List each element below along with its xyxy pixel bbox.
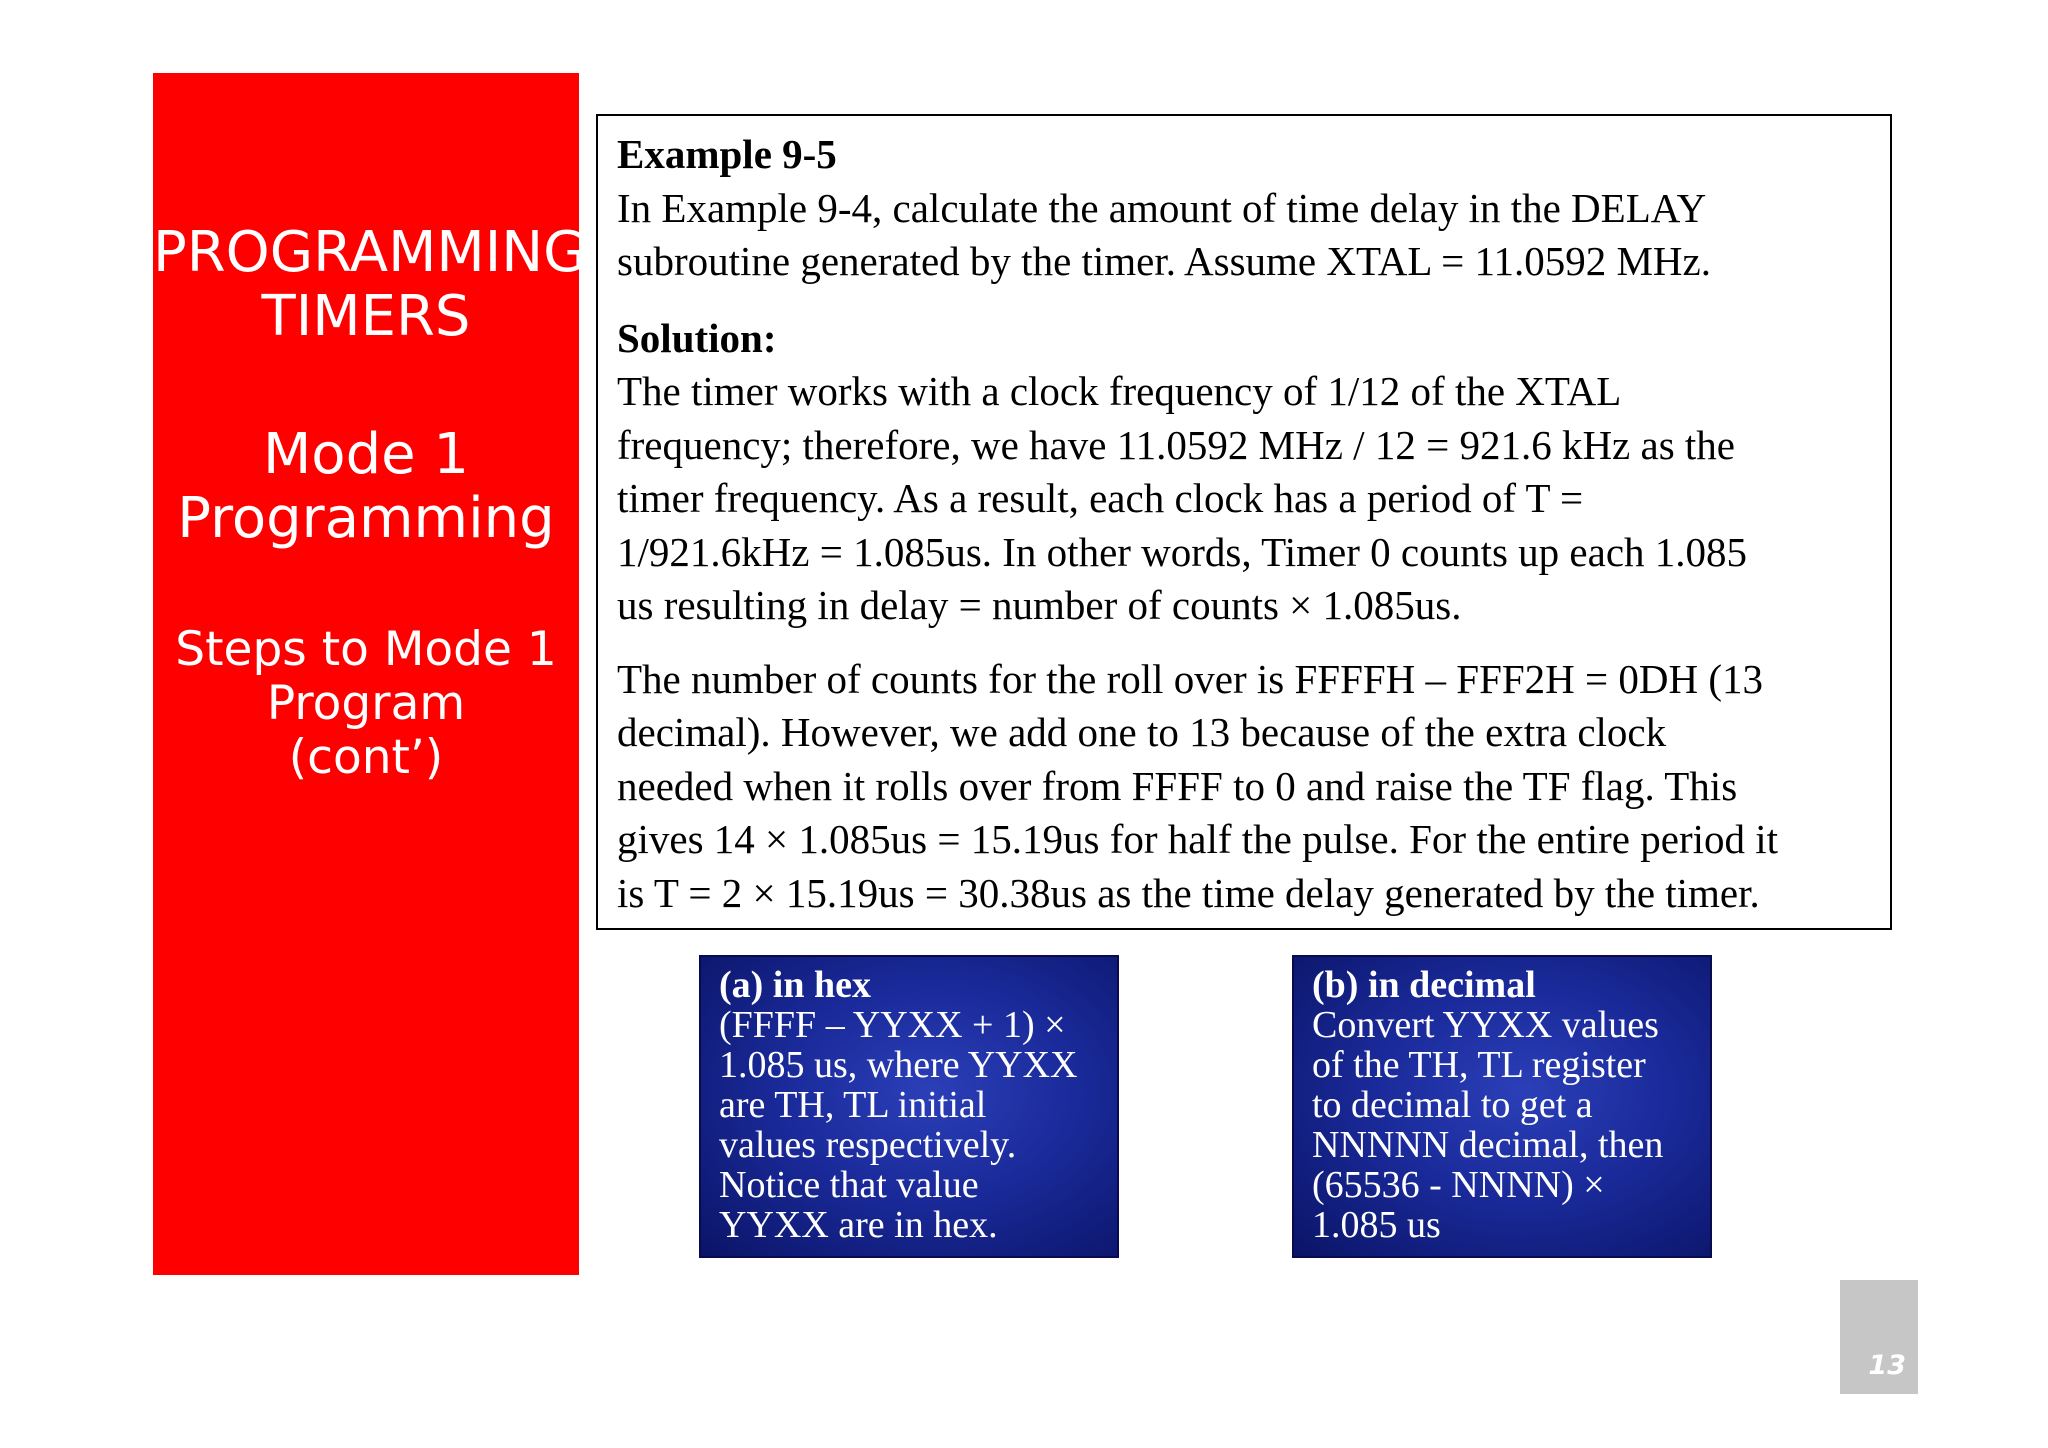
sidebar-section-heading	[153, 423, 579, 552]
example-heading: Example 9-5	[617, 131, 837, 177]
text-line: frequency; therefore, we have 11.0592 MHz / 12 = 921.6 kHz as the	[617, 421, 1735, 468]
sidebar-title-line: TIMERS	[261, 284, 471, 350]
text-line: needed when it rolls over from FFFF to 0 and raise the TF flag. This	[617, 762, 1738, 809]
note-line: (FFFF – YYXX + 1) ×	[719, 1004, 1066, 1046]
note-heading: (a) in hex	[719, 964, 871, 1006]
note-box-hex	[699, 955, 1119, 1258]
note-line: 1.085 us, where YYXX	[719, 1044, 1078, 1086]
text-line: decimal). However, we add one to 13 because of the extra clock	[617, 709, 1667, 755]
sidebar-steps-line: Program	[266, 676, 466, 732]
solution-paragraph-1	[617, 365, 1874, 633]
text-line: In Example 9-4, calculate the amount of time delay in the DELAY	[617, 184, 1707, 231]
text-line: timer frequency. As a result, each clock has a period of T =	[617, 475, 1584, 521]
note-heading: (b) in decimal	[1312, 964, 1536, 1006]
solution-heading: Solution:	[617, 314, 777, 361]
note-line: 1.085 us	[1312, 1204, 1441, 1246]
text-line: 1/921.6kHz = 1.085us. In other words, Timer 0 counts up each 1.085	[617, 528, 1748, 575]
text-line: The number of counts for the roll over is FFFFH – FFF2H = 0DH (13	[617, 655, 1764, 702]
sidebar-section-line: Mode 1	[262, 422, 469, 487]
note-line: to decimal to get a	[1312, 1084, 1593, 1126]
note-line: Convert YYXX values	[1312, 1004, 1659, 1046]
solution-paragraph-2	[617, 653, 1874, 921]
text-line: subroutine generated by the timer. Assume XTAL = 11.0592 MHz.	[617, 238, 1711, 284]
sidebar-section-line: Programming	[177, 486, 555, 552]
text-line: The timer works with a clock frequency of 1/12 of the XTAL	[617, 368, 1622, 414]
sidebar-steps-line: (cont’)	[288, 730, 444, 786]
note-line: YYXX are in hex.	[719, 1204, 998, 1246]
sidebar-steps-heading	[153, 623, 579, 785]
example-question	[617, 182, 1874, 289]
page-number: 13	[1840, 1280, 1918, 1394]
note-line: of the TH, TL register	[1312, 1044, 1646, 1086]
sidebar-steps-line: Steps to Mode 1	[175, 622, 557, 677]
note-line: are TH, TL initial	[719, 1084, 987, 1126]
example-box	[596, 114, 1892, 930]
text-line: us resulting in delay = number of counts × 1.085us.	[617, 582, 1462, 628]
note-line: NNNNN decimal, then	[1312, 1124, 1664, 1166]
note-box-decimal	[1292, 955, 1712, 1258]
note-line: values respectively.	[719, 1124, 1017, 1166]
sidebar-title	[153, 220, 587, 350]
text-line: gives 14 × 1.085us = 15.19us for half the pulse. For the entire period it	[617, 816, 1779, 862]
text-line: is T = 2 × 15.19us = 30.38us as the time delay generated by the timer.	[617, 869, 1760, 916]
sidebar-title-line: PROGRAMMING	[153, 220, 587, 285]
note-line: (65536 - NNNN) ×	[1312, 1164, 1605, 1206]
section-sidebar	[153, 73, 587, 1275]
note-line: Notice that value	[719, 1164, 979, 1206]
